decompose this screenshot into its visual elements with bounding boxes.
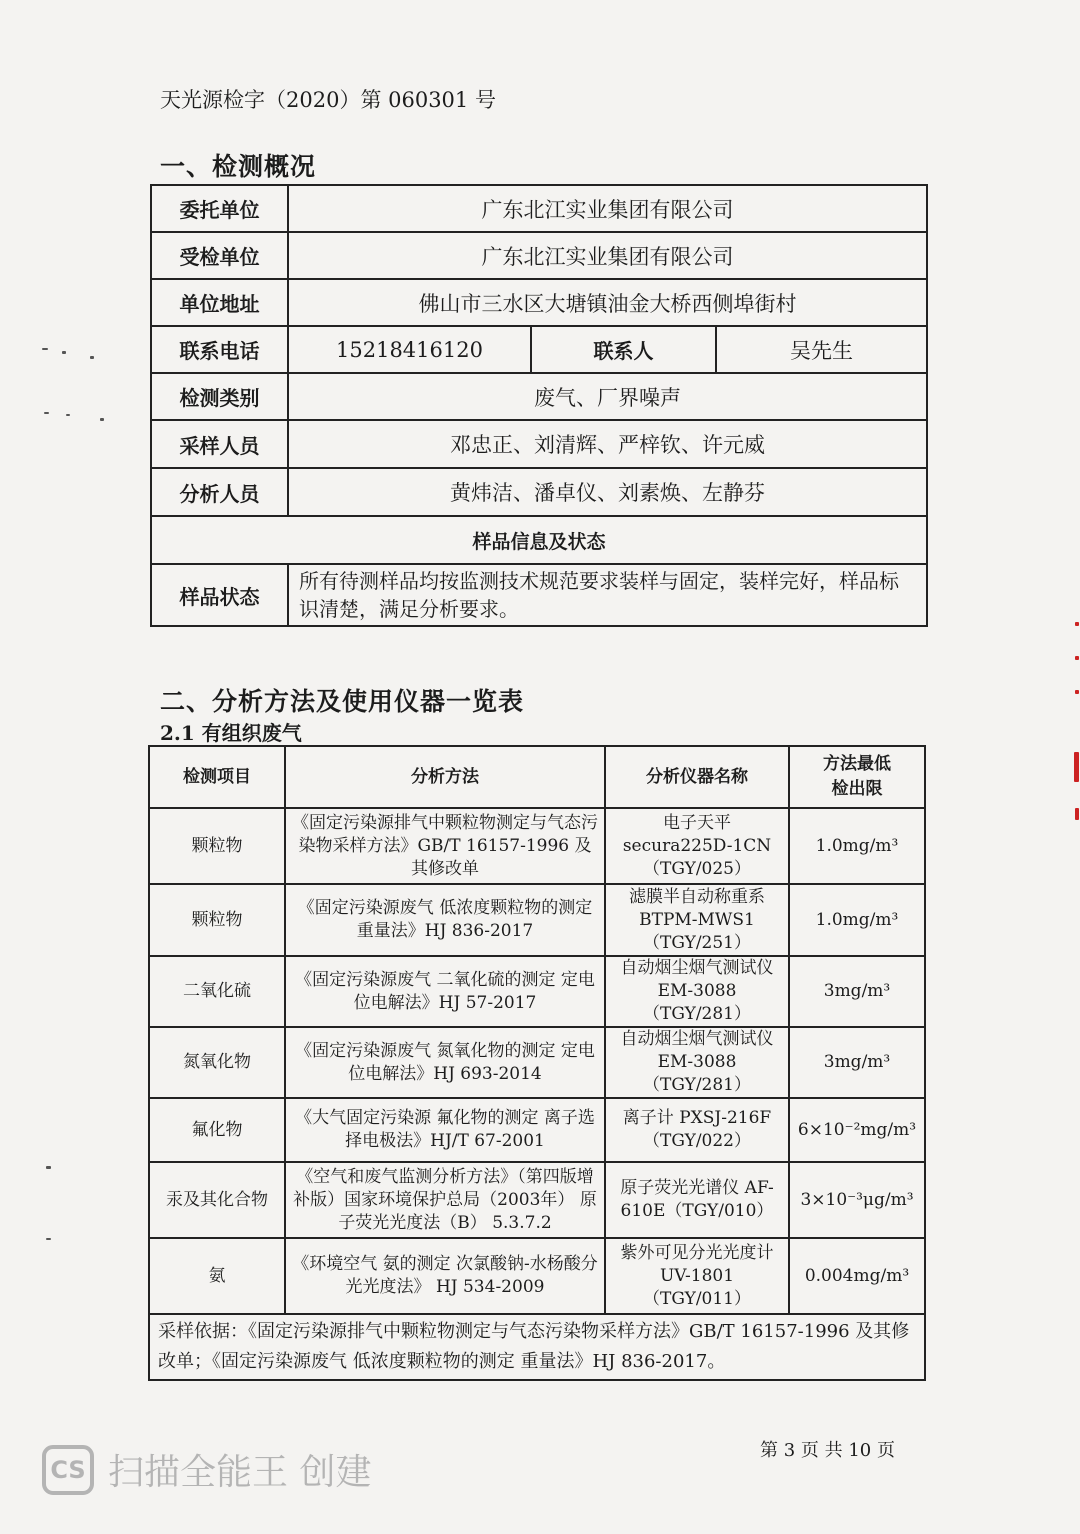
cell-method: 《环境空气 氨的测定 次氯酸钠-水杨酸分光光度法》 HJ 534-2009 bbox=[285, 1238, 605, 1314]
overview-table bbox=[150, 184, 928, 627]
cell-limit: 3×10⁻³μg/m³ bbox=[789, 1162, 925, 1238]
label-inspected: 受检单位 bbox=[151, 232, 288, 279]
cell-limit: 1.0mg/m³ bbox=[789, 808, 925, 884]
value-contact: 吴先生 bbox=[716, 326, 927, 373]
table-row bbox=[149, 1238, 925, 1314]
scan-speck bbox=[90, 356, 94, 359]
table-row bbox=[149, 1098, 925, 1162]
value-client: 广东北江实业集团有限公司 bbox=[288, 185, 927, 232]
cell-instrument: 自动烟尘烟气测试仪 EM-3088（TGY/281） bbox=[605, 956, 789, 1027]
value-samplers: 邓忠正、刘清辉、严梓钦、许元威 bbox=[288, 420, 927, 468]
section2-subtitle: 2.1 有组织废气 bbox=[160, 721, 302, 745]
scan-speck bbox=[46, 1166, 51, 1169]
label-category: 检测类别 bbox=[151, 373, 288, 420]
value-phone: 15218416120 bbox=[288, 326, 531, 373]
cell-instrument: 离子计 PXSJ-216F（TGY/022） bbox=[605, 1098, 789, 1162]
scan-speck bbox=[62, 351, 66, 354]
cell-method: 《固定污染源排气中颗粒物测定与气态污染物采样方法》GB/T 16157-1996 及其修改单 bbox=[285, 808, 605, 884]
label-phone: 联系电话 bbox=[151, 326, 288, 373]
scan-speck bbox=[66, 414, 70, 416]
row-client bbox=[151, 185, 927, 232]
cell-item: 颗粒物 bbox=[149, 808, 285, 884]
row-sample-state bbox=[151, 564, 927, 626]
section1-title: 一、检测概况 bbox=[160, 152, 317, 181]
cell-limit: 3mg/m³ bbox=[789, 956, 925, 1027]
cell-instrument: 滤膜半自动称重系 BTPM-MWS1（TGY/251） bbox=[605, 884, 789, 956]
camscanner-logo-icon: CS bbox=[42, 1445, 94, 1495]
row-category bbox=[151, 373, 927, 420]
header-limit-line1: 方法最低 bbox=[823, 754, 891, 774]
row-address bbox=[151, 279, 927, 326]
row-inspected bbox=[151, 232, 927, 279]
table-row bbox=[149, 808, 925, 884]
cell-item: 氟化物 bbox=[149, 1098, 285, 1162]
cell-instrument: 电子天平 secura225D-1CN（TGY/025） bbox=[605, 808, 789, 884]
row-analysts bbox=[151, 468, 927, 516]
methods-header-row bbox=[149, 746, 925, 808]
scan-speck bbox=[100, 418, 104, 421]
scan-speck bbox=[1075, 656, 1079, 660]
scan-speck bbox=[1075, 690, 1079, 694]
row-sample-info bbox=[151, 516, 927, 564]
scan-speck bbox=[46, 1238, 51, 1240]
row-samplers bbox=[151, 420, 927, 468]
table-row bbox=[149, 884, 925, 956]
header-instrument: 分析仪器名称 bbox=[605, 746, 789, 808]
cell-method: 《固定污染源废气 二氧化硫的测定 定电位电解法》HJ 57-2017 bbox=[285, 956, 605, 1027]
section2-title: 二、分析方法及使用仪器一览表 bbox=[160, 687, 525, 716]
header-limit bbox=[789, 746, 925, 808]
methods-table bbox=[148, 745, 926, 1381]
cell-item: 汞及其化合物 bbox=[149, 1162, 285, 1238]
value-address: 佛山市三水区大塘镇油金大桥西侧埠街村 bbox=[288, 279, 927, 326]
table-row bbox=[149, 956, 925, 1027]
cell-method: 《大气固定污染源 氟化物的测定 离子选择电极法》HJ/T 67-2001 bbox=[285, 1098, 605, 1162]
scan-speck bbox=[1075, 808, 1079, 820]
cell-method: 《固定污染源废气 低浓度颗粒物的测定 重量法》HJ 836-2017 bbox=[285, 884, 605, 956]
sample-info-heading: 样品信息及状态 bbox=[151, 516, 927, 564]
scanner-watermark bbox=[42, 1444, 371, 1495]
label-contact: 联系人 bbox=[531, 326, 716, 373]
header-limit-line2: 检出限 bbox=[831, 779, 883, 799]
cell-limit: 0.004mg/m³ bbox=[789, 1238, 925, 1314]
cell-instrument: 自动烟尘烟气测试仪 EM-3088（TGY/281） bbox=[605, 1027, 789, 1098]
value-analysts: 黄炜洁、潘卓仪、刘素焕、左静芬 bbox=[288, 468, 927, 516]
value-inspected: 广东北江实业集团有限公司 bbox=[288, 232, 927, 279]
cell-item: 二氧化硫 bbox=[149, 956, 285, 1027]
value-sample-state: 所有待测样品均按监测技术规范要求装样与固定，装样完好，样品标识清楚，满足分析要求。 bbox=[288, 564, 927, 626]
header-item: 检测项目 bbox=[149, 746, 285, 808]
cell-limit: 6×10⁻²mg/m³ bbox=[789, 1098, 925, 1162]
page-number: 第 3 页 共 10 页 bbox=[760, 1440, 895, 1461]
cell-method: 《空气和废气监测分析方法》（第四版增补版）国家环境保护总局（2003年） 原子荧光光度法（B） 5.3.7.2 bbox=[285, 1162, 605, 1238]
scan-speck bbox=[1074, 752, 1079, 782]
scan-speck bbox=[42, 348, 48, 350]
watermark-text: 扫描全能王 创建 bbox=[108, 1452, 372, 1493]
cell-item: 氮氧化物 bbox=[149, 1027, 285, 1098]
cell-limit: 1.0mg/m³ bbox=[789, 884, 925, 956]
table-row bbox=[149, 1162, 925, 1238]
cell-limit: 3mg/m³ bbox=[789, 1027, 925, 1098]
label-client: 委托单位 bbox=[151, 185, 288, 232]
label-analysts: 分析人员 bbox=[151, 468, 288, 516]
value-category: 废气、厂界噪声 bbox=[288, 373, 927, 420]
report-number: 天光源检字（2020）第 060301 号 bbox=[160, 88, 496, 112]
cell-item: 氨 bbox=[149, 1238, 285, 1314]
cell-item: 颗粒物 bbox=[149, 884, 285, 956]
cell-instrument: 原子荧光光谱仪 AF-610E（TGY/010） bbox=[605, 1162, 789, 1238]
label-samplers: 采样人员 bbox=[151, 420, 288, 468]
cell-method: 《固定污染源废气 氮氧化物的测定 定电位电解法》HJ 693-2014 bbox=[285, 1027, 605, 1098]
sampling-basis-row bbox=[149, 1314, 925, 1380]
label-address: 单位地址 bbox=[151, 279, 288, 326]
row-phone bbox=[151, 326, 927, 373]
table-row bbox=[149, 1027, 925, 1098]
scan-speck bbox=[1075, 622, 1079, 626]
cell-instrument: 紫外可见分光光度计 UV-1801（TGY/011） bbox=[605, 1238, 789, 1314]
sampling-basis: 采样依据：《固定污染源排气中颗粒物测定与气态污染物采样方法》GB/T 16157-1996 及其修改单；《固定污染源废气 低浓度颗粒物的测定 重量法》HJ 836-2017。 bbox=[149, 1314, 925, 1380]
scan-speck bbox=[44, 412, 49, 414]
header-method: 分析方法 bbox=[285, 746, 605, 808]
label-sample-state: 样品状态 bbox=[151, 564, 288, 626]
